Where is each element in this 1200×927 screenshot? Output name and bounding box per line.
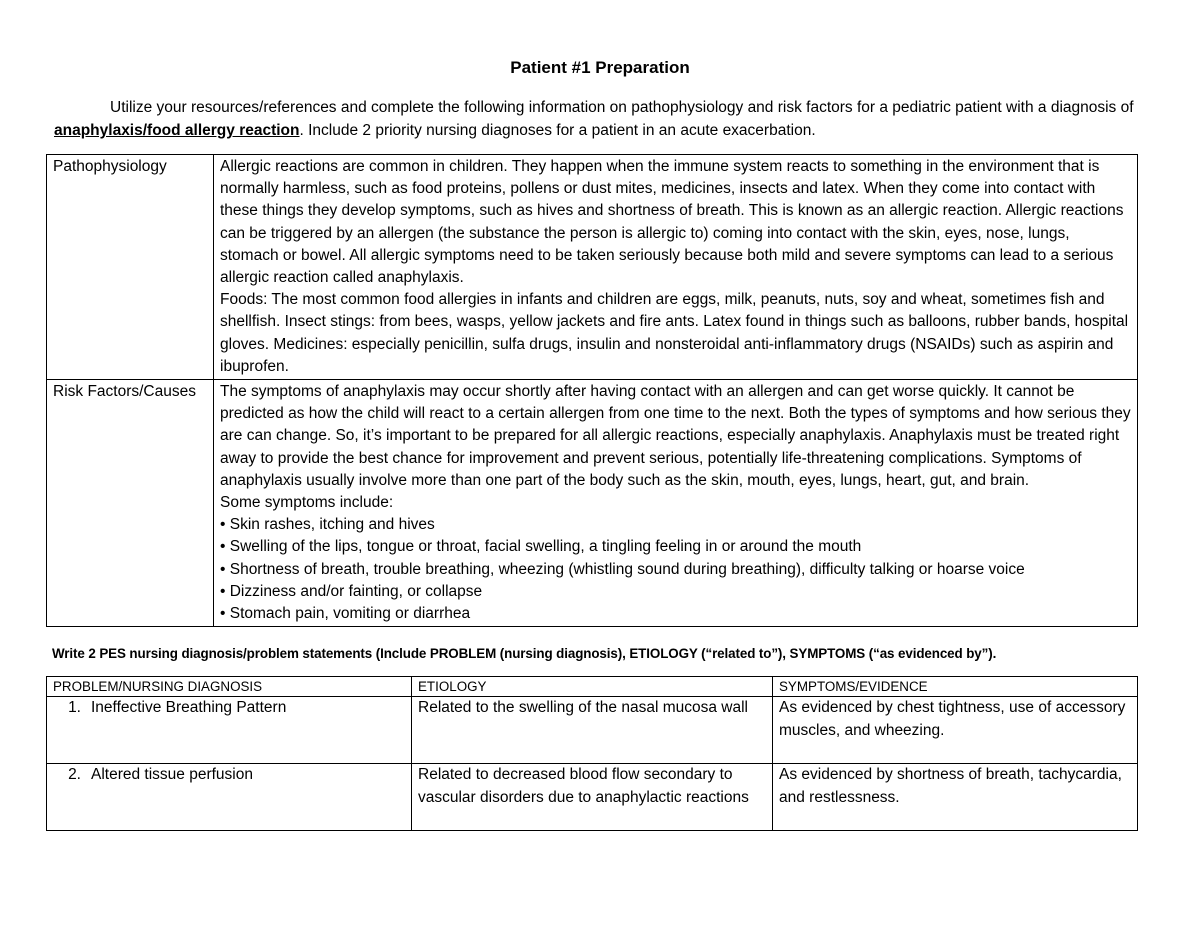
symptom-bullet: • Swelling of the lips, tongue or throat, facial swelling, a tingling feeling in or around the mouth — [220, 538, 862, 556]
pathophysiology-label: Pathophysiology — [47, 155, 214, 380]
pathophysiology-row — [47, 155, 1138, 380]
pes-header-row — [47, 677, 1138, 697]
list-number: 1. — [68, 699, 81, 716]
diagnosis-emphasis: anaphylaxis/food allergy reaction — [54, 122, 300, 139]
pathophysiology-paragraph: Allergic reactions are common in children. They happen when the immune system reacts to something in the environment that is normally harmless, such as food proteins, pollens or dust mites, medicines, insects and latex. When they come into contact with these things they develop symptoms, such as hives and shortness of breath. This is known as an allergic reaction. Allergic reactions can be triggered by an allergen (the substance the person is allergic to) coming into contact with the skin, eyes, nose, lungs, stomach or bowel. All allergic symptoms need to be taken seriously because both mild and severe symptoms can lead to a serious allergic reaction called anaphylaxis. — [220, 158, 1124, 287]
problem-cell — [47, 764, 412, 831]
pathophysiology-paragraph: Foods: The most common food allergies in infants and children are eggs, milk, peanuts, nuts, soy and wheat, sometimes fish and shellfish. Insect stings: from bees, wasps, yellow jackets and fire ants. Latex found in things such as balloons, rubber bands, hospital gloves. Medicines: especially penicillin, sulfa drugs, insulin and nonsteroidal anti-inflammatory drugs (NSAIDs) such as aspirin and ibuprofen. — [220, 291, 1129, 375]
symptom-bullet: • Shortness of breath, trouble breathing, wheezing (whistling sound during breathing), difficulty talking or hoarse voice — [220, 560, 1025, 578]
etiology-cell: Related to decreased blood flow secondary to vascular disorders due to anaphylactic reactions — [412, 764, 773, 831]
pes-table — [46, 676, 1138, 831]
intro-paragraph — [54, 96, 1144, 142]
symptom-bullet: • Skin rashes, itching and hives — [220, 516, 435, 534]
risk-factors-paragraph: The symptoms of anaphylaxis may occur shortly after having contact with an allergen and can get worse quickly. It cannot be predicted as how the child will react to a certain allergen from one time to the next. Both the types of symptoms and how serious they are can change. So, it’s important to be prepared for all allergic reactions, especially anaphylaxis. Anaphylaxis must be treated right away to provide the best chance for improvement and prevent serious, potentially life-threatening complications. Symptoms of anaphylaxis usually involve more than one part of the body such as the skin, mouth, eyes, lungs, heart, gut, and brain. — [220, 383, 1131, 489]
symptom-bullet: • Dizziness and/or fainting, or collapse — [220, 582, 483, 600]
pes-row — [47, 697, 1138, 764]
header-problem: PROBLEM/NURSING DIAGNOSIS — [47, 677, 412, 697]
risk-factors-content — [214, 380, 1138, 627]
problem-text: Ineffective Breathing Pattern — [91, 699, 287, 716]
etiology-cell: Related to the swelling of the nasal mucosa wall — [412, 697, 773, 764]
header-etiology: ETIOLOGY — [412, 677, 773, 697]
page-title: Patient #1 Preparation — [510, 58, 690, 77]
pathophysiology-content — [214, 155, 1138, 380]
pes-instructions: Write 2 PES nursing diagnosis/problem statements (Include PROBLEM (nursing diagnosis), ETIOLOGY (“related to”), SYMPTOMS (“as evidenced by”). — [52, 646, 997, 661]
risk-factors-label: Risk Factors/Causes — [47, 380, 214, 627]
patho-risk-table — [46, 154, 1138, 627]
intro-text-before: Utilize your resources/references and complete the following information on pathophysiology and risk factors for a pediatric patient with a diagnosis of — [110, 99, 1134, 116]
symptoms-intro: Some symptoms include: — [220, 494, 394, 512]
problem-cell — [47, 697, 412, 764]
list-number: 2. — [68, 766, 81, 783]
pes-row — [47, 764, 1138, 831]
evidence-cell: As evidenced by chest tightness, use of accessory muscles, and wheezing. — [773, 697, 1138, 764]
risk-factors-row — [47, 380, 1138, 627]
evidence-cell: As evidenced by shortness of breath, tachycardia, and restlessness. — [773, 764, 1138, 831]
header-symptoms: SYMPTOMS/EVIDENCE — [773, 677, 1138, 697]
intro-text-after: . Include 2 priority nursing diagnoses for a patient in an acute exacerbation. — [299, 122, 816, 139]
symptom-bullet: • Stomach pain, vomiting or diarrhea — [220, 605, 471, 623]
problem-text: Altered tissue perfusion — [91, 766, 253, 783]
